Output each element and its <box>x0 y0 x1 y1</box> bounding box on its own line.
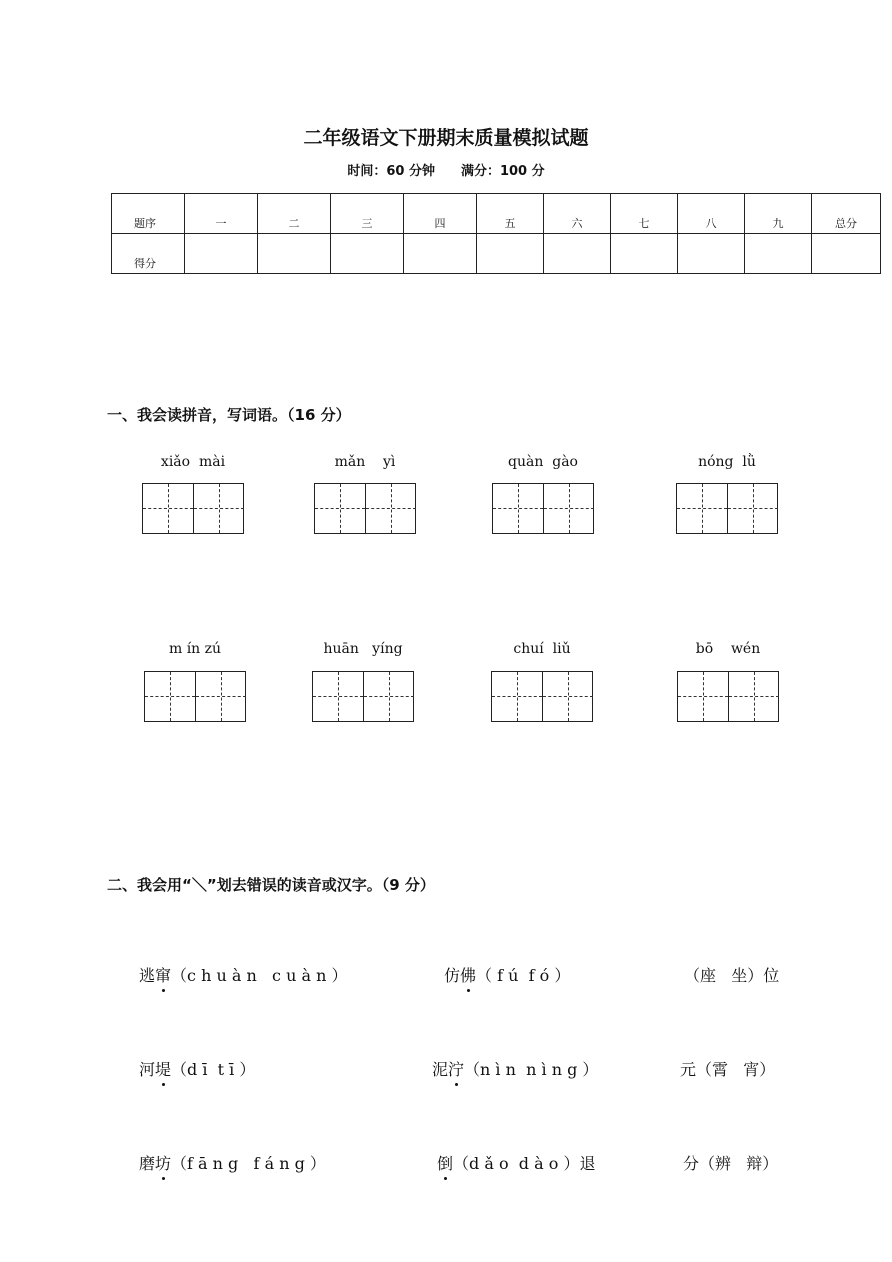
choice-options: （座 坐）位 <box>684 966 780 985</box>
exam-info <box>0 160 892 179</box>
column-total: 总分 <box>812 194 881 234</box>
guide-line-horizontal <box>729 696 779 697</box>
character-box[interactable] <box>365 484 416 533</box>
score-table-score-row <box>112 234 881 274</box>
character-box[interactable] <box>193 484 244 533</box>
column-6: 六 <box>544 194 611 234</box>
correction-item[interactable] <box>684 963 779 986</box>
writing-grid <box>492 483 594 534</box>
guide-line-horizontal <box>492 696 542 697</box>
guide-line-horizontal <box>364 696 414 697</box>
correction-item[interactable] <box>139 1151 326 1174</box>
column-1: 一 <box>185 194 258 234</box>
writing-grid <box>491 671 593 722</box>
score-cell[interactable] <box>331 234 404 274</box>
choice-options: 元（霄 宵） <box>680 1060 776 1079</box>
character-box[interactable] <box>313 672 363 721</box>
pinyin-label: quàn gào <box>508 454 578 470</box>
character-box[interactable] <box>543 484 594 533</box>
column-5: 五 <box>477 194 544 234</box>
character-box[interactable] <box>195 672 246 721</box>
character-box[interactable] <box>363 672 414 721</box>
correction-item[interactable] <box>444 963 570 986</box>
score-cell[interactable] <box>185 234 258 274</box>
choice-options: （ f ú f ó ） <box>476 966 571 985</box>
guide-line-horizontal <box>196 696 246 697</box>
pinyin-label: xiǎo mài <box>160 454 226 470</box>
score-table-header-row <box>112 194 881 234</box>
score-cell[interactable] <box>611 234 678 274</box>
correction-item[interactable] <box>437 1151 595 1174</box>
guide-line-horizontal <box>493 508 543 509</box>
column-3: 三 <box>331 194 404 234</box>
score-cell[interactable] <box>477 234 544 274</box>
column-7: 七 <box>611 194 678 234</box>
score-cell[interactable] <box>812 234 881 274</box>
choice-options: （f ā n g f á n g ） <box>171 1154 326 1173</box>
pinyin-label: m ín zú <box>168 641 222 657</box>
dotted-character: 泞 <box>448 1057 464 1080</box>
column-4: 四 <box>404 194 477 234</box>
section1-title: 一、我会读拼音，写词语。（16 分） <box>107 406 351 424</box>
score-cell[interactable] <box>258 234 331 274</box>
score-cell[interactable] <box>404 234 477 274</box>
guide-line-horizontal <box>315 508 365 509</box>
character-box[interactable] <box>728 672 779 721</box>
character-box[interactable] <box>493 484 543 533</box>
score-cell[interactable] <box>544 234 611 274</box>
pinyin-label: mǎn yì <box>334 454 396 470</box>
character-box[interactable] <box>145 672 195 721</box>
pinyin-label: huān yíng <box>323 641 403 657</box>
pinyin-label: bō wén <box>695 641 761 657</box>
dotted-character: 佛 <box>460 963 476 986</box>
choice-options: 分（辨 辩） <box>683 1154 779 1173</box>
row-head-question-no: 题序 <box>112 194 185 234</box>
character-box[interactable] <box>143 484 193 533</box>
guide-line-horizontal <box>145 696 195 697</box>
writing-grid <box>312 671 414 722</box>
writing-grid <box>142 483 244 534</box>
guide-line-horizontal <box>543 696 593 697</box>
column-2: 二 <box>258 194 331 234</box>
pinyin-label: nóng lǜ <box>698 454 756 470</box>
score-table <box>111 193 881 274</box>
correction-item[interactable] <box>139 1057 255 1080</box>
writing-grid <box>677 671 779 722</box>
guide-line-horizontal <box>544 508 594 509</box>
word-character: 泥 <box>432 1060 449 1079</box>
guide-line-horizontal <box>678 696 728 697</box>
column-8: 八 <box>678 194 745 234</box>
guide-line-horizontal <box>143 508 193 509</box>
dotted-character: 窜 <box>155 963 171 986</box>
character-box[interactable] <box>492 672 542 721</box>
correction-item[interactable] <box>680 1057 775 1080</box>
pinyin-label: chuí liǔ <box>513 641 571 657</box>
choice-options: （d ī t ī ） <box>171 1060 256 1079</box>
guide-line-horizontal <box>728 508 778 509</box>
dotted-character: 坊 <box>155 1151 171 1174</box>
choice-options: （n ì n n ì n g ） <box>464 1060 599 1079</box>
section2-title: 二、我会用“＼”划去错误的读音或汉字。（9 分） <box>107 876 435 894</box>
guide-line-horizontal <box>366 508 416 509</box>
word-character: 仿 <box>444 966 461 985</box>
character-box[interactable] <box>678 672 728 721</box>
writing-grid <box>314 483 416 534</box>
dotted-character: 堤 <box>155 1057 171 1080</box>
exam-time: 时间：60 分钟 <box>347 164 435 179</box>
correction-item[interactable] <box>139 963 348 986</box>
character-box[interactable] <box>315 484 365 533</box>
row-head-score: 得分 <box>112 234 185 274</box>
guide-line-horizontal <box>677 508 727 509</box>
word-character: 磨 <box>139 1154 156 1173</box>
writing-grid <box>676 483 778 534</box>
column-9: 九 <box>745 194 812 234</box>
guide-line-horizontal <box>313 696 363 697</box>
writing-grid <box>144 671 246 722</box>
word-character: 河 <box>139 1060 156 1079</box>
choice-options: （d ǎ o d à o ）退 <box>453 1154 596 1173</box>
character-box[interactable] <box>677 484 727 533</box>
score-cell[interactable] <box>678 234 745 274</box>
page-title: 二年级语文下册期末质量模拟试题 <box>303 127 589 149</box>
choice-options: （c h u à n c u à n ） <box>171 966 348 985</box>
dotted-character: 倒 <box>437 1151 453 1174</box>
guide-line-horizontal <box>194 508 244 509</box>
word-character: 逃 <box>139 966 156 985</box>
exam-full-score: 满分：100 分 <box>460 164 545 179</box>
character-box[interactable] <box>542 672 593 721</box>
correction-item[interactable] <box>432 1057 598 1080</box>
correction-item[interactable] <box>683 1151 778 1174</box>
score-cell[interactable] <box>745 234 812 274</box>
character-box[interactable] <box>727 484 778 533</box>
